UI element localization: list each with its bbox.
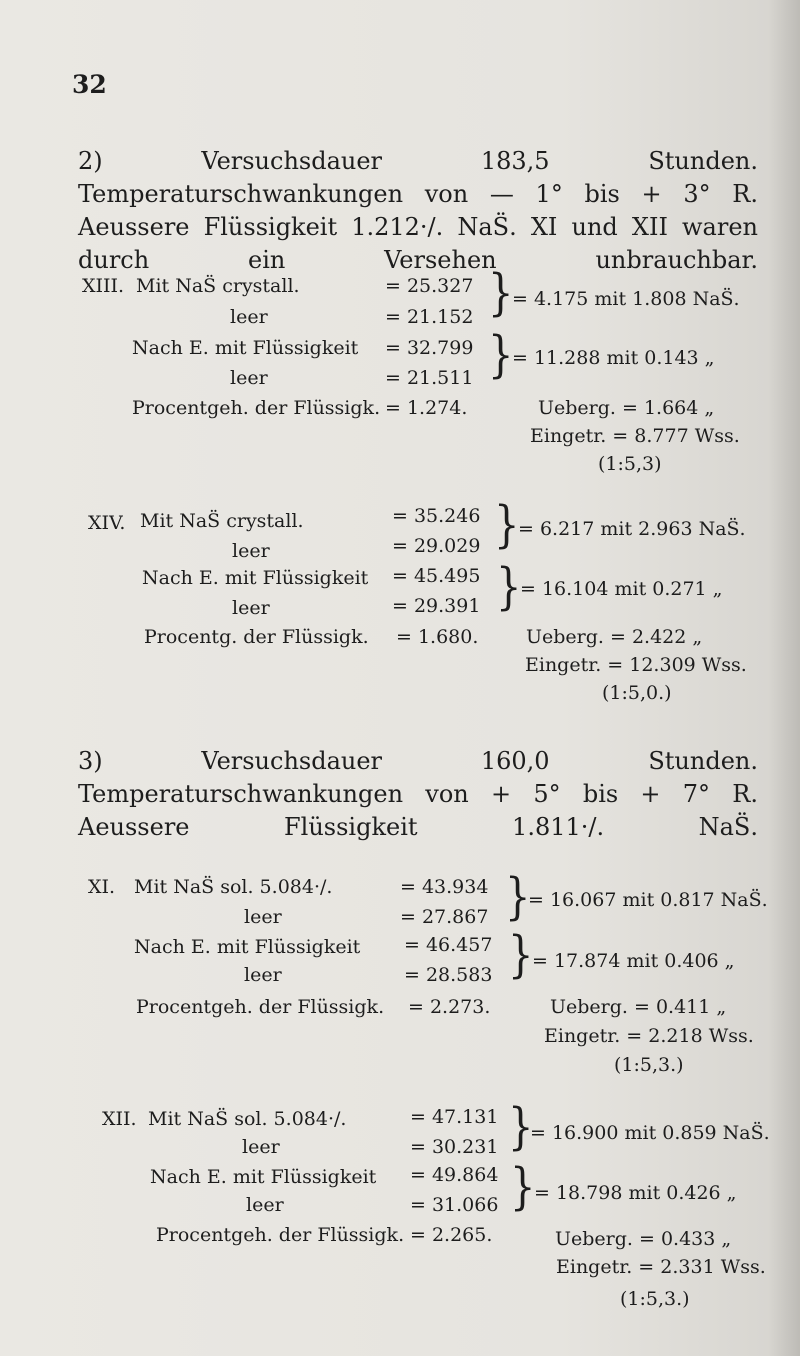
brace: } [505, 868, 531, 926]
value-3: = 32.799 [385, 337, 474, 359]
brace: } [508, 1098, 534, 1156]
value-1: = 25.327 [385, 275, 474, 297]
leer-label: leer [230, 367, 268, 389]
value-4: = 21.511 [385, 367, 474, 389]
procent-value: = 1.680. [396, 626, 479, 648]
section-3-paragraph: 3) Versuchsdauer 160,0 Stunden. Temperaturschwankungen von + 5° bis + 7° R. Aeussere Flüssigkeit 1.811·/. NaS̈. [78, 747, 758, 841]
eingetr: Eingetr. = 2.218 Wss. [544, 1025, 754, 1047]
eingetr: Eingetr. = 8.777 Wss. [530, 425, 740, 447]
block-desc: Mit NaS̈ sol. 5.084·/. [134, 876, 333, 898]
procent-label: Procentg. der Flüssigk. [144, 626, 369, 648]
nach-label: Nach E. mit Flüssigkeit [142, 567, 369, 589]
eingetr: Eingetr. = 12.309 Wss. [525, 654, 747, 676]
block-desc-leer: leer [230, 306, 268, 328]
block-desc: Mit NaS̈ crystall. [140, 510, 304, 532]
brace: } [488, 264, 514, 322]
section-2-paragraph: 2) Versuchsdauer 183,5 Stunden. Temperaturschwankungen von — 1° bis + 3° R. Aeussere Flüssigkeit 1.212·/. NaS̈. XI und XII waren durch ein Versehen unbrauchbar. [78, 147, 758, 274]
value-4: = 28.583 [404, 964, 493, 986]
leer-label: leer [244, 964, 282, 986]
ratio: (1:5,3.) [614, 1054, 684, 1076]
page-number: 32 [72, 70, 107, 99]
value-1: = 43.934 [400, 876, 489, 898]
procent-value: = 2.273. [408, 996, 491, 1018]
value-1: = 35.246 [392, 505, 481, 527]
value-2: = 21.152 [385, 306, 474, 328]
brace: } [494, 496, 520, 554]
ratio: (1:5,3) [598, 453, 662, 475]
value-2: = 27.867 [400, 906, 489, 928]
block-desc-leer: leer [232, 540, 270, 562]
block-desc: Mit NaS̈ crystall. [136, 275, 300, 297]
leer-label: leer [232, 597, 270, 619]
ueberg: Ueberg. = 0.433 „ [555, 1228, 732, 1250]
value-1: = 47.131 [410, 1106, 499, 1128]
result-2: = 11.288 mit 0.143 „ [512, 347, 715, 369]
result-1: = 16.067 mit 0.817 NaS̈. [528, 889, 768, 911]
ueberg: Ueberg. = 1.664 „ [538, 397, 715, 419]
value-3: = 46.457 [404, 934, 493, 956]
result-2: = 17.874 mit 0.406 „ [532, 950, 735, 972]
leer-label: leer [246, 1194, 284, 1216]
ueberg: Ueberg. = 2.422 „ [526, 626, 703, 648]
value-3: = 45.495 [392, 565, 481, 587]
result-1: = 6.217 mit 2.963 NaS̈. [518, 518, 746, 540]
block-label: XIV. [88, 512, 126, 534]
nach-label: Nach E. mit Flüssigkeit [132, 337, 359, 359]
nach-label: Nach E. mit Flüssigkeit [134, 936, 361, 958]
block-desc-leer: leer [242, 1136, 280, 1158]
procent-label: Procentgeh. der Flüssigk. [136, 996, 385, 1018]
procent-label: Procentgeh. der Flüssigk. [132, 397, 381, 419]
block-label: XIII. [82, 275, 125, 297]
ratio: (1:5,0.) [602, 682, 672, 704]
ratio: (1:5,3.) [620, 1288, 690, 1310]
block-desc-leer: leer [244, 906, 282, 928]
result-2: = 16.104 mit 0.271 „ [520, 578, 723, 600]
block-desc: Mit NaS̈ sol. 5.084·/. [148, 1108, 347, 1130]
value-2: = 30.231 [410, 1136, 499, 1158]
result-1: = 4.175 mit 1.808 NaS̈. [512, 288, 740, 310]
procent-value: = 2.265. [410, 1224, 493, 1246]
brace: } [510, 1158, 536, 1216]
procent-value: = 1.274. [385, 397, 468, 419]
brace: } [508, 926, 534, 984]
block-label: XII. [102, 1108, 137, 1130]
value-3: = 49.864 [410, 1164, 499, 1186]
result-1: = 16.900 mit 0.859 NaS̈. [530, 1122, 770, 1144]
procent-label: Procentgeh. der Flüssigk. [156, 1224, 405, 1246]
value-4: = 29.391 [392, 595, 481, 617]
value-2: = 29.029 [392, 535, 481, 557]
value-4: = 31.066 [410, 1194, 499, 1216]
result-2: = 18.798 mit 0.426 „ [534, 1182, 737, 1204]
block-label: XI. [88, 876, 116, 898]
brace: } [488, 326, 514, 384]
brace: } [496, 558, 522, 616]
ueberg: Ueberg. = 0.411 „ [550, 996, 727, 1018]
eingetr: Eingetr. = 2.331 Wss. [556, 1256, 766, 1278]
nach-label: Nach E. mit Flüssigkeit [150, 1166, 377, 1188]
